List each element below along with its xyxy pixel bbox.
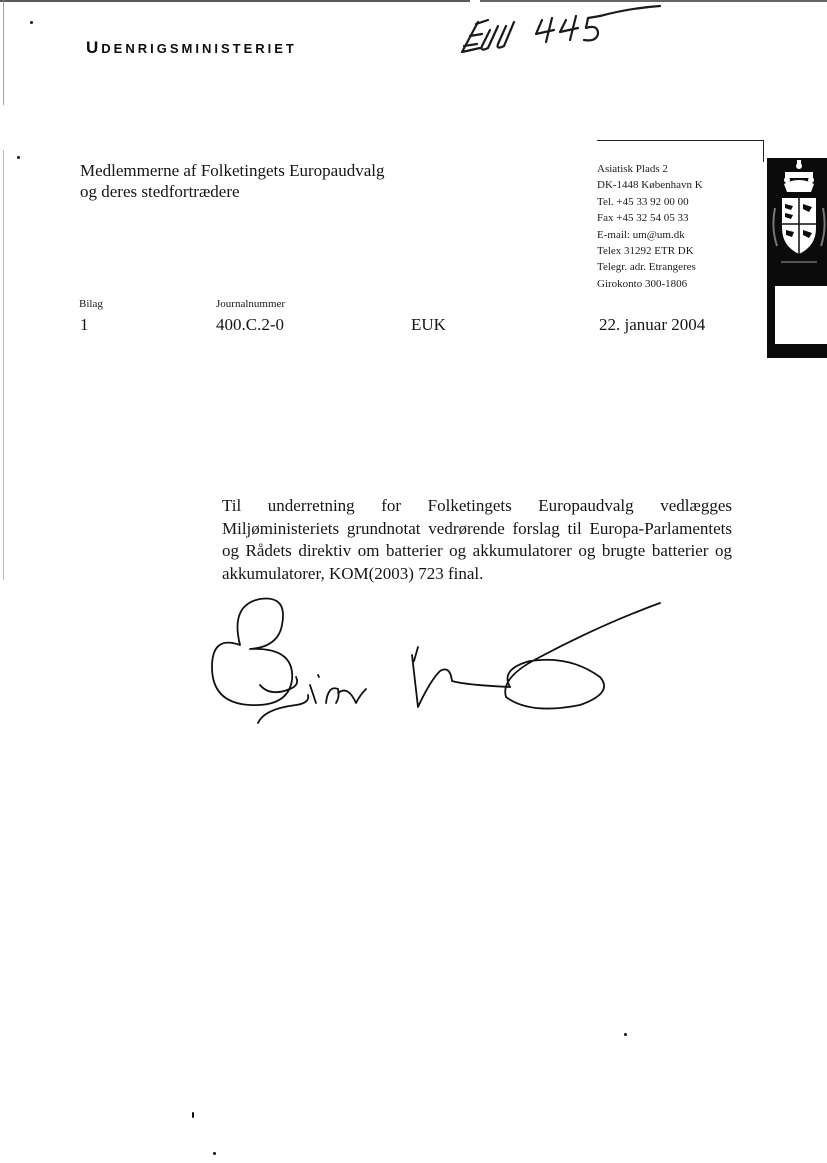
scan-speck <box>213 1152 216 1155</box>
signature-icon <box>200 585 680 735</box>
royal-crest-icon <box>767 158 827 358</box>
scan-speck <box>17 156 20 159</box>
bilag-value: 1 <box>80 315 89 334</box>
scan-top-edge <box>0 0 827 2</box>
scan-speck <box>624 1033 627 1036</box>
journal-label: Journalnummer <box>216 298 286 310</box>
address-street: Asiatisk Plads 2 <box>597 163 668 175</box>
sender-address <box>597 161 703 292</box>
journal-value: 400.C.2-0 <box>216 315 284 334</box>
handwritten-reference <box>450 0 670 70</box>
address-telex: Telex 31292 ETR DK <box>597 245 694 258</box>
recipient-line: Medlemmerne af Folketingets Europaudvalg <box>80 161 385 180</box>
body-paragraph: Til underretning for Folketingets Europaudvalg vedlægges Miljøministeriets grundnotat vedrørende forslag til Europa-Parlamentets og Rådets direktiv om batterier og akkumulatorer og brugte batterier og akkumulatorer, KOM(2003) 723 final. <box>222 496 732 583</box>
address-fax: Fax +45 32 54 05 33 <box>597 212 689 225</box>
recipient-line: og deres stedfortrædere <box>80 182 240 201</box>
scan-speck <box>30 21 33 24</box>
address-postal: DK-1448 København K <box>597 179 703 192</box>
recipient-block <box>80 160 385 202</box>
scan-left-edge <box>3 0 4 1163</box>
bilag-label: Bilag <box>79 298 103 310</box>
ministry-name: UDENRIGSMINISTERIET <box>86 38 297 57</box>
letter-date: 22. januar 2004 <box>599 315 706 334</box>
office-code: EUK <box>411 315 446 334</box>
scan-speck <box>192 1112 194 1118</box>
address-rule <box>763 140 764 162</box>
address-phone: Tel. +45 33 92 00 00 <box>597 195 689 208</box>
address-giro: Girokonto 300-1806 <box>597 277 688 290</box>
address-telegram: Telegr. adr. Etrangeres <box>597 261 696 274</box>
address-rule <box>597 140 763 141</box>
address-email: E-mail: um@um.dk <box>597 228 685 241</box>
